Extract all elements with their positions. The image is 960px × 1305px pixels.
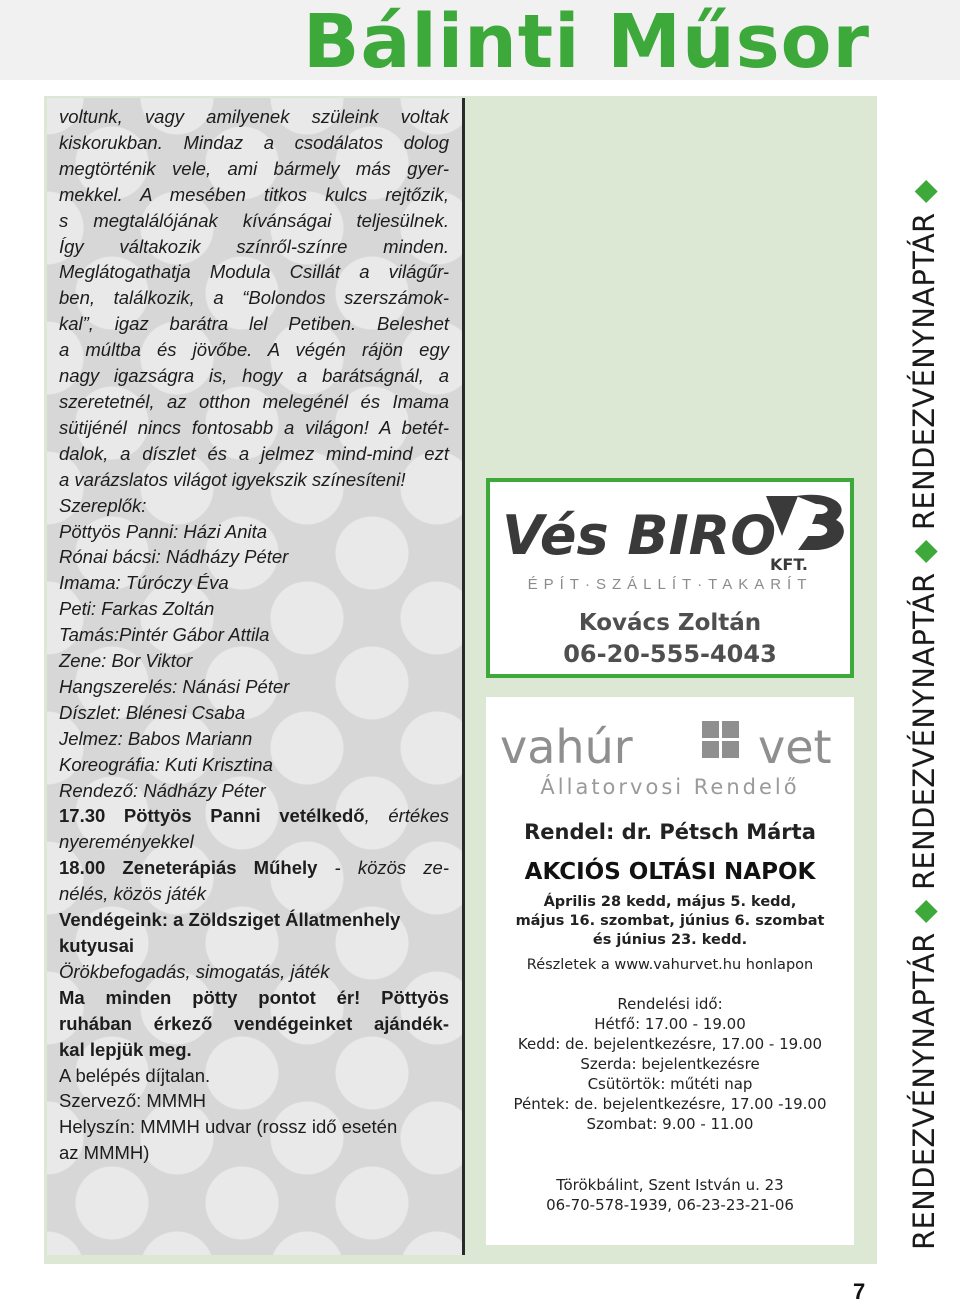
article-panel <box>47 98 465 1255</box>
intro-line: kal”, igaz barátra lel Petiben. Beleshet <box>59 313 449 335</box>
event-quiz <box>59 803 449 829</box>
intro-line: megtörténik vele, ami bármely más gyer- <box>59 157 449 179</box>
vesbiro-contact-name: Kovács Zoltán <box>578 610 762 636</box>
vahurvet-doctor: Rendel: dr. Pétsch Márta <box>524 820 816 844</box>
vahurvet-hours-line: Szombat: 9.00 - 11.00 <box>586 1115 754 1133</box>
vahurvet-logo-right: vet <box>758 720 832 774</box>
vahurvet-address: Törökbálint, Szent István u. 23 <box>556 1176 784 1194</box>
vesbiro-logo-text: Vés BIRO <box>502 504 777 567</box>
vahurvet-details: Részletek a www.vahurvet.hu honlapon <box>526 957 814 973</box>
vahurvet-logo-left: vahúr <box>500 720 633 774</box>
vahurvet-hours-title: Rendelési idő: <box>617 995 723 1013</box>
intro-line: Így váltakozik színről-színre minden. <box>59 235 449 257</box>
intro-line: s megtalálójának kívánságai teljesülnek. <box>59 209 449 231</box>
diamond-icon: ◆ <box>907 179 942 203</box>
diamond-icon: ◆ <box>907 539 942 563</box>
vesbiro-advert <box>486 478 854 678</box>
vahurvet-advert <box>486 697 854 1245</box>
cast-item: Peti: Farkas Zoltán <box>59 598 215 620</box>
cast-item: Rendező: Nádházy Péter <box>59 779 266 801</box>
guests-line: kutyusai <box>59 935 135 956</box>
cast-item: Pöttyös Panni: Házi Anita <box>59 520 268 542</box>
intro-line: a múltba és jövőbe. A végén rájön egy <box>59 339 449 361</box>
vahurvet-headline: AKCIÓS OLTÁSI NAPOK <box>524 859 816 885</box>
page-number: 7 <box>853 1279 866 1304</box>
diamond-icon: ◆ <box>907 899 942 923</box>
sidebar-label: RENDEZVÉNYNAPTÁR <box>907 212 941 531</box>
event-quiz-desc: , értékes <box>364 805 449 827</box>
vahurvet-date-line: Április 28 kedd, május 5. kedd, <box>543 894 797 910</box>
event-workshop-title: 18.00 Zeneterápiás Műhely <box>59 857 318 879</box>
cast-item: Hangszerelés: Nánási Péter <box>59 675 290 697</box>
adoption-line: Örökbefogadás, simogatás, játék <box>59 960 330 982</box>
vesbiro-phone: 06-20-555-4043 <box>563 640 777 668</box>
cast-item: Zene: Bor Viktor <box>59 650 193 672</box>
vahurvet-hours-line: Péntek: de. bejelentkezésre, 17.00 -19.00 <box>513 1095 827 1113</box>
cast-item: Tamás:Pintér Gábor Attila <box>59 624 270 646</box>
vahurvet-hours-line: Szerda: bejelentkezésre <box>580 1055 760 1073</box>
event-calendar-vertical-label <box>906 180 943 1250</box>
intro-line: mekkel. A mesében titkos kulcs rejtőzik, <box>59 183 449 205</box>
event-workshop <box>59 855 449 881</box>
vahurvet-hours-line: Kedd: de. bejelentkezésre, 17.00 - 19.00 <box>517 1035 823 1053</box>
vahurvet-date-line: május 16. szombat, június 6. szombat <box>515 913 825 929</box>
venue-line: az MMMH) <box>59 1142 150 1164</box>
vahurvet-date-line: és június 23. kedd. <box>592 932 748 948</box>
vahurvet-subtitle: Állatorvosi Rendelő <box>540 775 800 799</box>
vahurvet-hours-line: Hétfő: 17.00 - 19.00 <box>594 1015 746 1033</box>
cast-item: Díszlet: Blénesi Csaba <box>59 701 246 723</box>
sidebar-label: RENDEZVÉNYNAPTÁR <box>907 932 941 1250</box>
event-quiz-desc-2: nyereményekkel <box>59 831 194 853</box>
event-workshop-desc: - közös ze- <box>317 857 449 879</box>
intro-line: dalok, a díszlet és a jelmez mind-mind ezt <box>59 442 449 464</box>
vesbiro-logo <box>498 490 850 578</box>
intro-line: kiskorukban. Mindaz a csodálatos dolog <box>59 131 449 153</box>
page-title: Bálinti Műsor <box>303 0 870 85</box>
entry-line: A belépés díjtalan. <box>59 1064 211 1086</box>
bonus-line: kal lepjük meg. <box>59 1038 192 1060</box>
event-workshop-desc-2: nélés, közös játék <box>59 883 207 905</box>
cast-item: Jelmez: Babos Mariann <box>59 727 253 749</box>
intro-last-line: a varázslatos világot igyekszik színesíteni! <box>59 468 406 490</box>
bonus-line: ruhában érkező vendégeinket ajándék- <box>59 1012 449 1034</box>
cast-heading: Szereplők: <box>59 494 147 516</box>
intro-line: ben, találkozik, a “Bolondos szerszámok- <box>59 287 449 309</box>
sidebar-label: RENDEZVÉNYNAPTÁR <box>907 572 941 891</box>
event-quiz-title: 17.30 Pöttyös Panni vetélkedő <box>59 805 365 827</box>
vesbiro-kft: KFT. <box>770 555 808 574</box>
intro-line: voltunk, vagy amilyenek szüleink voltak <box>59 106 449 127</box>
intro-line: nagy igazságra is, hogy a barátságnál, a <box>59 365 449 387</box>
vahurvet-logo <box>496 715 846 775</box>
vahurvet-hours-line: Csütörtök: műtéti nap <box>587 1075 753 1093</box>
organizer-line: Szervező: MMMH <box>59 1090 206 1112</box>
vahurvet-phones: 06-70-578-1939, 06-23-23-21-06 <box>546 1196 794 1214</box>
intro-line: Meglátogathatja Modula Csillát a világűr- <box>59 261 449 283</box>
venue-line: Helyszín: MMMH udvar (rossz idő esetén <box>59 1116 398 1138</box>
cast-item: Koreográfia: Kuti Krisztina <box>59 753 273 775</box>
vesbiro-tagline: ÉPÍT·SZÁLLÍT·TAKARÍT <box>527 576 813 593</box>
cross-icon <box>702 721 739 758</box>
intro-line: szeretetnél, az otthon melegénél és Imama <box>59 390 449 412</box>
guests-line: Vendégeink: a Zöldsziget Állatmenhely <box>59 909 401 931</box>
bonus-line: Ma minden pötty pontot ér! Pöttyös <box>59 986 449 1008</box>
cast-item: Rónai bácsi: Nádházy Péter <box>59 546 289 568</box>
cast-item: Imama: Túróczy Éva <box>59 572 229 594</box>
intro-line: sütijénél nincs fontosabb a világon! A betét- <box>59 416 449 438</box>
article-text <box>59 104 449 1166</box>
